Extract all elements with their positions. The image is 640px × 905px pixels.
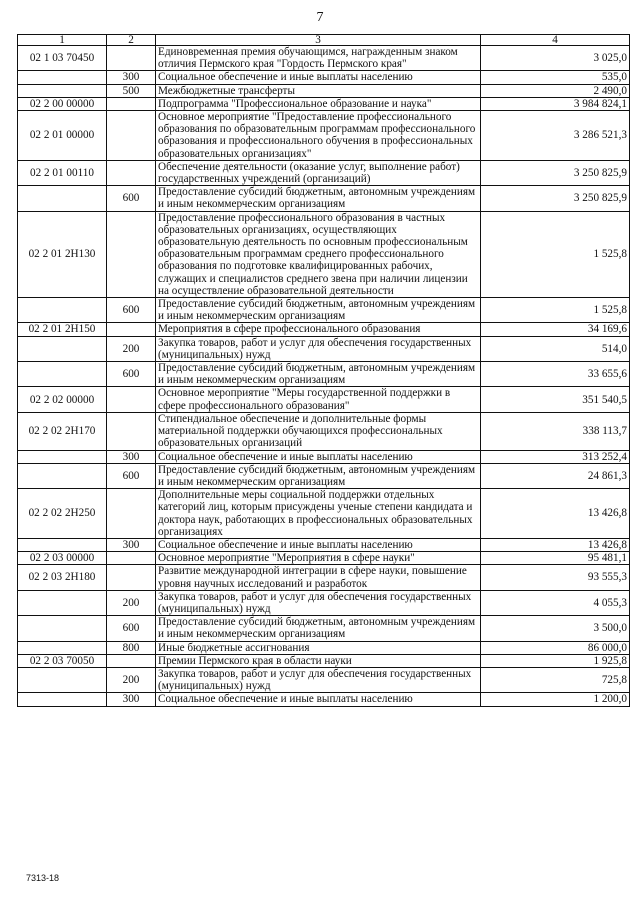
row-amount: 3 984 824,1 <box>481 97 630 110</box>
row-name: Предоставление субсидий бюджетным, автономным учреждениям и иным некоммерческим организациям <box>156 616 481 641</box>
row-amount: 3 250 825,9 <box>481 160 630 185</box>
column-header-code: 1 <box>18 35 107 46</box>
row-amount: 1 925,8 <box>481 654 630 667</box>
table-row <box>18 590 630 615</box>
row-code: 02 2 01 2Н130 <box>18 211 107 297</box>
table-row <box>18 84 630 97</box>
row-name: Основное мероприятие "Мероприятия в сфере науки" <box>156 552 481 565</box>
row-code <box>18 667 107 692</box>
row-name: Дополнительные меры социальной поддержки отдельных категорий лиц, которым присуждены ученые степени кандидата и доктора наук, работающих в профессиональных образовательных организациях <box>156 489 481 539</box>
table-row <box>18 489 630 539</box>
row-amount: 1 525,8 <box>481 298 630 323</box>
table-row <box>18 336 630 361</box>
row-code <box>18 590 107 615</box>
row-code: 02 2 01 00000 <box>18 111 107 161</box>
row-code: 02 2 00 00000 <box>18 97 107 110</box>
row-amount: 95 481,1 <box>481 552 630 565</box>
row-amount: 13 426,8 <box>481 538 630 551</box>
row-code <box>18 84 107 97</box>
budget-table <box>17 34 630 707</box>
row-expense-type: 300 <box>107 71 156 84</box>
row-expense-type <box>107 160 156 185</box>
row-expense-type: 300 <box>107 450 156 463</box>
row-amount: 313 252,4 <box>481 450 630 463</box>
row-expense-type: 600 <box>107 463 156 488</box>
row-expense-type <box>107 46 156 71</box>
row-expense-type <box>107 552 156 565</box>
row-code <box>18 186 107 211</box>
row-amount: 93 555,3 <box>481 565 630 590</box>
table-row <box>18 450 630 463</box>
table-row <box>18 463 630 488</box>
row-code <box>18 693 107 706</box>
row-code <box>18 538 107 551</box>
row-name: Межбюджетные трансферты <box>156 84 481 97</box>
column-header-name: 3 <box>156 35 481 46</box>
row-name: Социальное обеспечение и иные выплаты населению <box>156 538 481 551</box>
row-amount: 3 025,0 <box>481 46 630 71</box>
table-row <box>18 111 630 161</box>
table-row <box>18 667 630 692</box>
row-expense-type: 600 <box>107 298 156 323</box>
row-amount: 13 426,8 <box>481 489 630 539</box>
table-row <box>18 538 630 551</box>
row-amount: 514,0 <box>481 336 630 361</box>
row-expense-type <box>107 97 156 110</box>
row-name: Стипендиальное обеспечение и дополнительные формы материальной поддержки обучающихся профессиональных образовательных организаций <box>156 412 481 450</box>
row-code <box>18 463 107 488</box>
table-row <box>18 97 630 110</box>
row-name: Закупка товаров, работ и услуг для обеспечения государственных (муниципальных) нужд <box>156 336 481 361</box>
table-row <box>18 552 630 565</box>
row-code <box>18 641 107 654</box>
table-row <box>18 298 630 323</box>
table-row <box>18 160 630 185</box>
row-name: Предоставление профессионального образования в частных образовательных организациях, осуществляющих образовательную деятельность по основным профессиональным образовательным программам среднего профессионального образования по подготовке квалифицированных рабочих, служащих и специалистов среднего звена при наличии лицензии на осуществление образовательной деятельности <box>156 211 481 297</box>
row-expense-type: 200 <box>107 667 156 692</box>
row-name: Предоставление субсидий бюджетным, автономным учреждениям и иным некоммерческим организациям <box>156 362 481 387</box>
row-amount: 1 525,8 <box>481 211 630 297</box>
page-number: 7 <box>316 10 324 25</box>
table-row <box>18 387 630 412</box>
row-amount: 86 000,0 <box>481 641 630 654</box>
row-amount: 4 055,3 <box>481 590 630 615</box>
row-expense-type: 600 <box>107 616 156 641</box>
row-amount: 338 113,7 <box>481 412 630 450</box>
table-row <box>18 362 630 387</box>
row-amount: 2 490,0 <box>481 84 630 97</box>
row-name: Единовременная премия обучающимся, награжденным знаком отличия Пермского края "Гордость Пермского края" <box>156 46 481 71</box>
row-amount: 3 500,0 <box>481 616 630 641</box>
row-expense-type <box>107 323 156 336</box>
row-name: Социальное обеспечение и иные выплаты населению <box>156 693 481 706</box>
row-name: Основное мероприятие "Предоставление профессионального образования по образовательным программам профессионального образования и профессионального обучения в профессиональных образовательных организациях" <box>156 111 481 161</box>
row-expense-type <box>107 387 156 412</box>
document-footer-code: 7313-18 <box>26 873 60 883</box>
table-row <box>18 323 630 336</box>
row-name: Обеспечение деятельности (оказание услуг, выполнение работ) государственных учреждений (организаций) <box>156 160 481 185</box>
row-amount: 1 200,0 <box>481 693 630 706</box>
row-expense-type: 800 <box>107 641 156 654</box>
row-amount: 535,0 <box>481 71 630 84</box>
row-expense-type: 600 <box>107 362 156 387</box>
table-row <box>18 211 630 297</box>
row-amount: 351 540,5 <box>481 387 630 412</box>
row-expense-type: 300 <box>107 538 156 551</box>
row-amount: 24 861,3 <box>481 463 630 488</box>
row-code <box>18 298 107 323</box>
row-expense-type <box>107 654 156 667</box>
row-name: Предоставление субсидий бюджетным, автономным учреждениям и иным некоммерческим организациям <box>156 298 481 323</box>
row-name: Закупка товаров, работ и услуг для обеспечения государственных (муниципальных) нужд <box>156 590 481 615</box>
row-code <box>18 616 107 641</box>
row-expense-type: 600 <box>107 186 156 211</box>
table-body <box>18 46 630 707</box>
row-name: Премии Пермского края в области науки <box>156 654 481 667</box>
row-name: Социальное обеспечение и иные выплаты населению <box>156 450 481 463</box>
row-amount: 33 655,6 <box>481 362 630 387</box>
table-row <box>18 412 630 450</box>
row-name: Предоставление субсидий бюджетным, автономным учреждениям и иным некоммерческим организациям <box>156 186 481 211</box>
row-expense-type: 500 <box>107 84 156 97</box>
table-row <box>18 693 630 706</box>
row-code <box>18 362 107 387</box>
row-amount: 3 286 521,3 <box>481 111 630 161</box>
row-expense-type <box>107 489 156 539</box>
row-name: Иные бюджетные ассигнования <box>156 641 481 654</box>
row-code: 02 2 02 00000 <box>18 387 107 412</box>
row-expense-type <box>107 565 156 590</box>
row-amount: 725,8 <box>481 667 630 692</box>
row-expense-type: 300 <box>107 693 156 706</box>
row-name: Мероприятия в сфере профессионального образования <box>156 323 481 336</box>
row-amount: 3 250 825,9 <box>481 186 630 211</box>
column-header-amount: 4 <box>481 35 630 46</box>
row-code: 02 2 02 2Н250 <box>18 489 107 539</box>
table-row <box>18 616 630 641</box>
row-name: Основное мероприятие "Меры государственной поддержки в сфере профессионального образования" <box>156 387 481 412</box>
row-code: 02 1 03 70450 <box>18 46 107 71</box>
row-expense-type: 200 <box>107 336 156 361</box>
table-row <box>18 565 630 590</box>
row-code: 02 2 02 2Н170 <box>18 412 107 450</box>
table-row <box>18 641 630 654</box>
table-row <box>18 71 630 84</box>
row-code <box>18 71 107 84</box>
row-name: Предоставление субсидий бюджетным, автономным учреждениям и иным некоммерческим организациям <box>156 463 481 488</box>
row-code <box>18 336 107 361</box>
row-code <box>18 450 107 463</box>
column-header-expense-type: 2 <box>107 35 156 46</box>
table-row <box>18 186 630 211</box>
table-header-row <box>18 35 630 46</box>
row-name: Социальное обеспечение и иные выплаты населению <box>156 71 481 84</box>
row-code: 02 2 03 00000 <box>18 552 107 565</box>
row-code: 02 2 01 00110 <box>18 160 107 185</box>
row-expense-type: 200 <box>107 590 156 615</box>
row-code: 02 2 03 2Н180 <box>18 565 107 590</box>
row-name: Закупка товаров, работ и услуг для обеспечения государственных (муниципальных) нужд <box>156 667 481 692</box>
row-expense-type <box>107 211 156 297</box>
row-expense-type <box>107 111 156 161</box>
row-expense-type <box>107 412 156 450</box>
row-name: Развитие международной интеграции в сфере науки, повышение уровня научных исследований и разработок <box>156 565 481 590</box>
row-code: 02 2 01 2Н150 <box>18 323 107 336</box>
row-code: 02 2 03 70050 <box>18 654 107 667</box>
row-name: Подпрограмма "Профессиональное образование и наука" <box>156 97 481 110</box>
table-row <box>18 654 630 667</box>
row-amount: 34 169,6 <box>481 323 630 336</box>
table-row <box>18 46 630 71</box>
